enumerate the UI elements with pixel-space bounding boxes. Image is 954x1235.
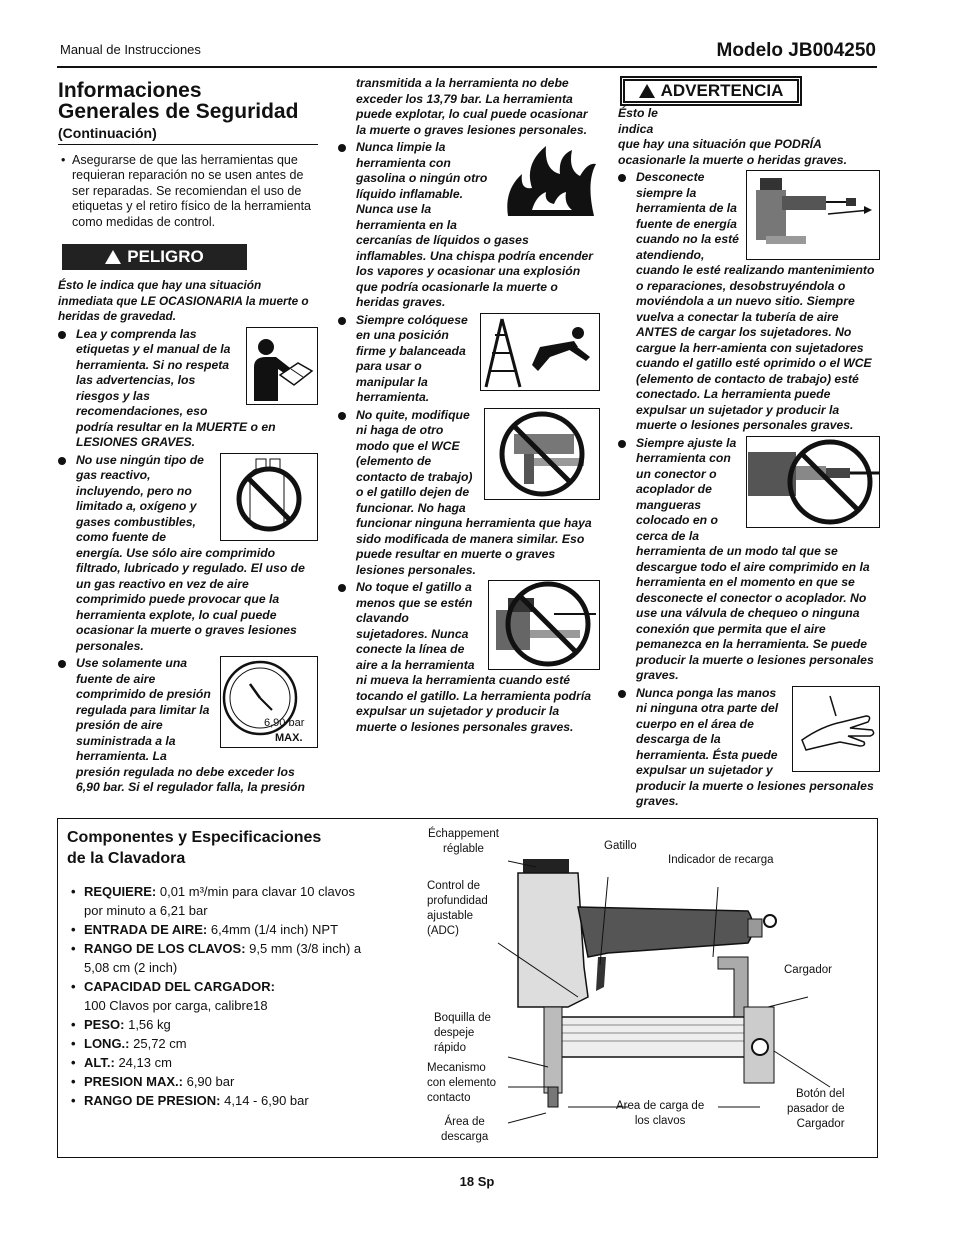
continued-label: (Continuación) — [58, 126, 318, 145]
specs-title-line-1: Componentes y Especificaciones — [67, 829, 322, 846]
model-number: Modelo JB004250 — [716, 40, 876, 61]
list-item — [338, 580, 600, 735]
item-text: Siempre colóquese en una posición firme y balanceada para usar o manipular la herramienta. — [356, 312, 468, 404]
label-discharge-area: Área de descarga — [441, 1116, 489, 1143]
spec-key: PRESION MAX.: — [84, 1074, 183, 1089]
warning-triangle-icon — [639, 84, 655, 98]
advertencia-banner — [620, 76, 802, 106]
item-text: Lea y comprenda las etiquetas y el manual de la herramienta. Si no respeta las advertencias, los riesgos y las recomendaciones, eso podría resultar en la MUERTE o en LESIONES GRAVES. — [76, 326, 276, 449]
advertencia-description-b: que hay una situación que PODRÍA ocasionarle la muerte o heridas graves. — [618, 137, 847, 167]
spec-key: PESO: — [84, 1017, 125, 1032]
list-item — [58, 327, 318, 451]
advertencia-banner-inner — [623, 79, 799, 103]
spec-value: 100 Clavos por carga, calibre18 — [84, 998, 268, 1013]
list-item — [618, 170, 880, 434]
label-trigger: Gatillo — [604, 840, 637, 852]
specs-title-line-2: de la Clavadora — [67, 850, 186, 867]
no-trigger-touch-icon — [488, 580, 600, 670]
label-nosepiece: Boquilla de despeje rápido — [434, 1012, 491, 1054]
column-1 — [58, 76, 318, 798]
item-text: No use ningún tipo de gas reactivo, incluyendo, pero no limitado a, oxígeno y gases combustibles, como fuente de energía. Use sólo aire comprimido filtrado, lubricado y regulado. El uso de un gas reactivo en vez de aire comprimido puede provocar que la herramienta explote, lo cual puede ocasionar la muerte o graves lesiones personales. — [76, 452, 305, 653]
manual-title: Manual de Instrucciones — [60, 42, 201, 57]
no-gas-cylinder-icon — [220, 453, 318, 541]
label-exhaust: Échappement réglable — [428, 828, 499, 855]
label-contact-mechanism: Mecanismo con elemento contacto — [427, 1062, 497, 1104]
spec-value: 6,90 bar — [186, 1074, 235, 1089]
label-depth-control: Control de profundidad ajustable (ADC) — [427, 880, 488, 937]
spec-value: 0,01 m³/min para clavar 10 clavos por minuto a 6,21 bar — [84, 884, 355, 918]
peligro-label: PELIGRO — [127, 247, 204, 267]
spec-item — [70, 1053, 370, 1072]
label-magazine: Cargador — [784, 964, 832, 976]
section-title-line-2: Generales de Seguridad — [58, 100, 299, 123]
spec-key: RANGO DE PRESION: — [84, 1093, 221, 1108]
peligro-description: Ésto le indica que hay una situación inmediata que LE OCASIONARIA la muerte o heridas de gravedad. — [58, 278, 309, 323]
flames-icon — [502, 140, 600, 218]
spec-item — [70, 920, 370, 939]
spec-value: 6,4mm (1/4 inch) NPT — [210, 922, 339, 937]
spec-key: ALT.: — [84, 1055, 115, 1070]
spec-value: 24,13 cm — [118, 1055, 172, 1070]
column-3 — [618, 76, 880, 812]
section-title — [58, 80, 318, 122]
spec-key: ENTRADA DE AIRE: — [84, 922, 208, 937]
label-load-area: Area de carga de los clavos — [616, 1100, 705, 1127]
specifications-box — [57, 818, 878, 1158]
spec-value: 9,5 mm (3/8 inch) a 5,08 cm (2 inch) — [84, 941, 362, 975]
spec-item — [70, 882, 370, 920]
read-manual-icon — [246, 327, 318, 405]
spec-key: LONG.: — [84, 1036, 130, 1051]
hand-hazard-icon — [792, 686, 880, 772]
spec-value: 25,72 cm — [133, 1036, 187, 1051]
page-number: 18 Sp — [459, 1174, 495, 1189]
spec-item — [70, 1072, 370, 1091]
item-text: Siempre ajuste la herramienta con un conector o acoplador de mangueras colocado en o cerca de la herramienta de un modo tal que se descargue todo el aire comprimido en la herramienta en el momento en que se desconecte el conector o acoplador. No use una válvula de chequeo o ninguna conexión que permita que el aire pemanezca en la herramienta. Se puede producir la muerte o lesiones personales graves. — [636, 435, 874, 682]
spec-key: RANGO DE LOS CLAVOS: — [84, 941, 246, 956]
list-item — [618, 436, 880, 684]
item-text: Nunca ponga las manos ni ninguna otra parte del cuerpo en el área de descarga de la herramienta. Ésta puede expulsar un sujetador y producir la muerte o lesiones personales graves. — [636, 685, 874, 808]
item-text: Nunca limpie la herramienta con gasolina o ningún otro líquido inflamable. Nunca use la herramienta en la cercanías de líquidos o gases inflamables. Una chispa podría encender los vapores y ocasionar una explosión que podría ocasionarle la muerte o heridas graves. — [356, 140, 594, 309]
label-reload-indicator: Indicador de recarga — [668, 854, 774, 866]
disconnect-air-icon — [746, 170, 880, 260]
no-check-valve-icon — [746, 436, 880, 528]
specs-title — [67, 827, 321, 869]
item-text: No toque el gatillo a menos que se estén clavando sujetadores. Nunca conecte la línea de aire a la herramienta ni mueva la herramienta cuando esté tocando el gatillo. La herramienta podría expulsar un sujetador y producir la muerte o lesiones personales graves. — [356, 580, 591, 734]
list-item — [58, 453, 318, 655]
spec-key: REQUIERE: — [84, 884, 157, 899]
header-rule — [57, 66, 877, 68]
intro-bullet: • Asegurarse de que las herramientas que requieran reparación no se usen antes de ser reparadas. Se recomiendan el uso de etiquetas y el retiro físico de la herramienta como medidas de control. — [58, 153, 318, 231]
list-item — [618, 686, 880, 810]
specs-list — [70, 882, 370, 1110]
gauge-value: 6,90 bar — [264, 717, 305, 729]
peligro-banner — [62, 244, 247, 270]
label-latch-button: Botón del pasador de Cargador — [787, 1088, 845, 1130]
advertencia-description-a: Ésto le indica — [618, 106, 658, 136]
item-text: No quite, modifique ni haga de otro modo que el WCE (elemento de contacto de trabajo) o el gatillo dejen de funcionar. No haga funcionar ninguna herramienta que haya sido modificada de manera similar. Eso puede resultar en muerte o graves lesiones personales. — [356, 407, 592, 577]
spec-item — [70, 977, 370, 1015]
continued-paragraph: transmitida a la herramienta no debe exceder los 13,79 bar. La herramienta puede explotar, lo cual puede ocasionar la muerte o graves lesiones personales. — [356, 76, 588, 137]
advertencia-label: ADVERTENCIA — [660, 81, 784, 101]
no-modify-tool-icon — [484, 408, 600, 500]
falling-ladder-icon — [480, 313, 600, 391]
pressure-gauge-figure — [220, 656, 318, 748]
spec-item — [70, 1015, 370, 1034]
item-text: Desconecte siempre la herramienta de la fuente de energía cuando no la esté atendiendo, cuando le esté realizando mantenimiento o reparaciones, desobstruyéndola o moviéndola a un nuevo sitio. Siempre vuelva a conectar la tubería de aire ANTES de cargar los sujetadores. No cargue la herr-amienta con sujetadores cuando el gatillo esté oprimido o el WCE (elemento de contacto de trabajo) esté conectado. La herramienta puede expulsar un sujetador y producir la muerte o lesiones personales graves. — [636, 170, 875, 432]
spec-value: 4,14 - 6,90 bar — [224, 1093, 309, 1108]
list-item — [58, 656, 318, 796]
spec-key: CAPACIDAD DEL CARGADOR: — [84, 979, 275, 994]
spec-value: 1,56 kg — [128, 1017, 171, 1032]
item-text: Use solamente una fuente de aire comprimido de presión regulada para limitar la presión de aire suministrada a la herramienta. La presión regulada no debe exceder los 6,90 bar. Si el regulador falla, la presión — [76, 656, 305, 794]
spec-item — [70, 1091, 370, 1110]
list-item — [338, 313, 600, 406]
section-title-line-1: Informaciones — [58, 79, 202, 102]
list-item — [338, 408, 600, 579]
spec-item — [70, 1034, 370, 1053]
pressure-gauge-icon — [220, 656, 318, 748]
column-2 — [338, 76, 600, 737]
list-item — [338, 140, 600, 311]
spec-item — [70, 939, 370, 977]
gauge-max-label: MAX. — [275, 732, 303, 744]
warning-triangle-icon — [105, 250, 121, 264]
